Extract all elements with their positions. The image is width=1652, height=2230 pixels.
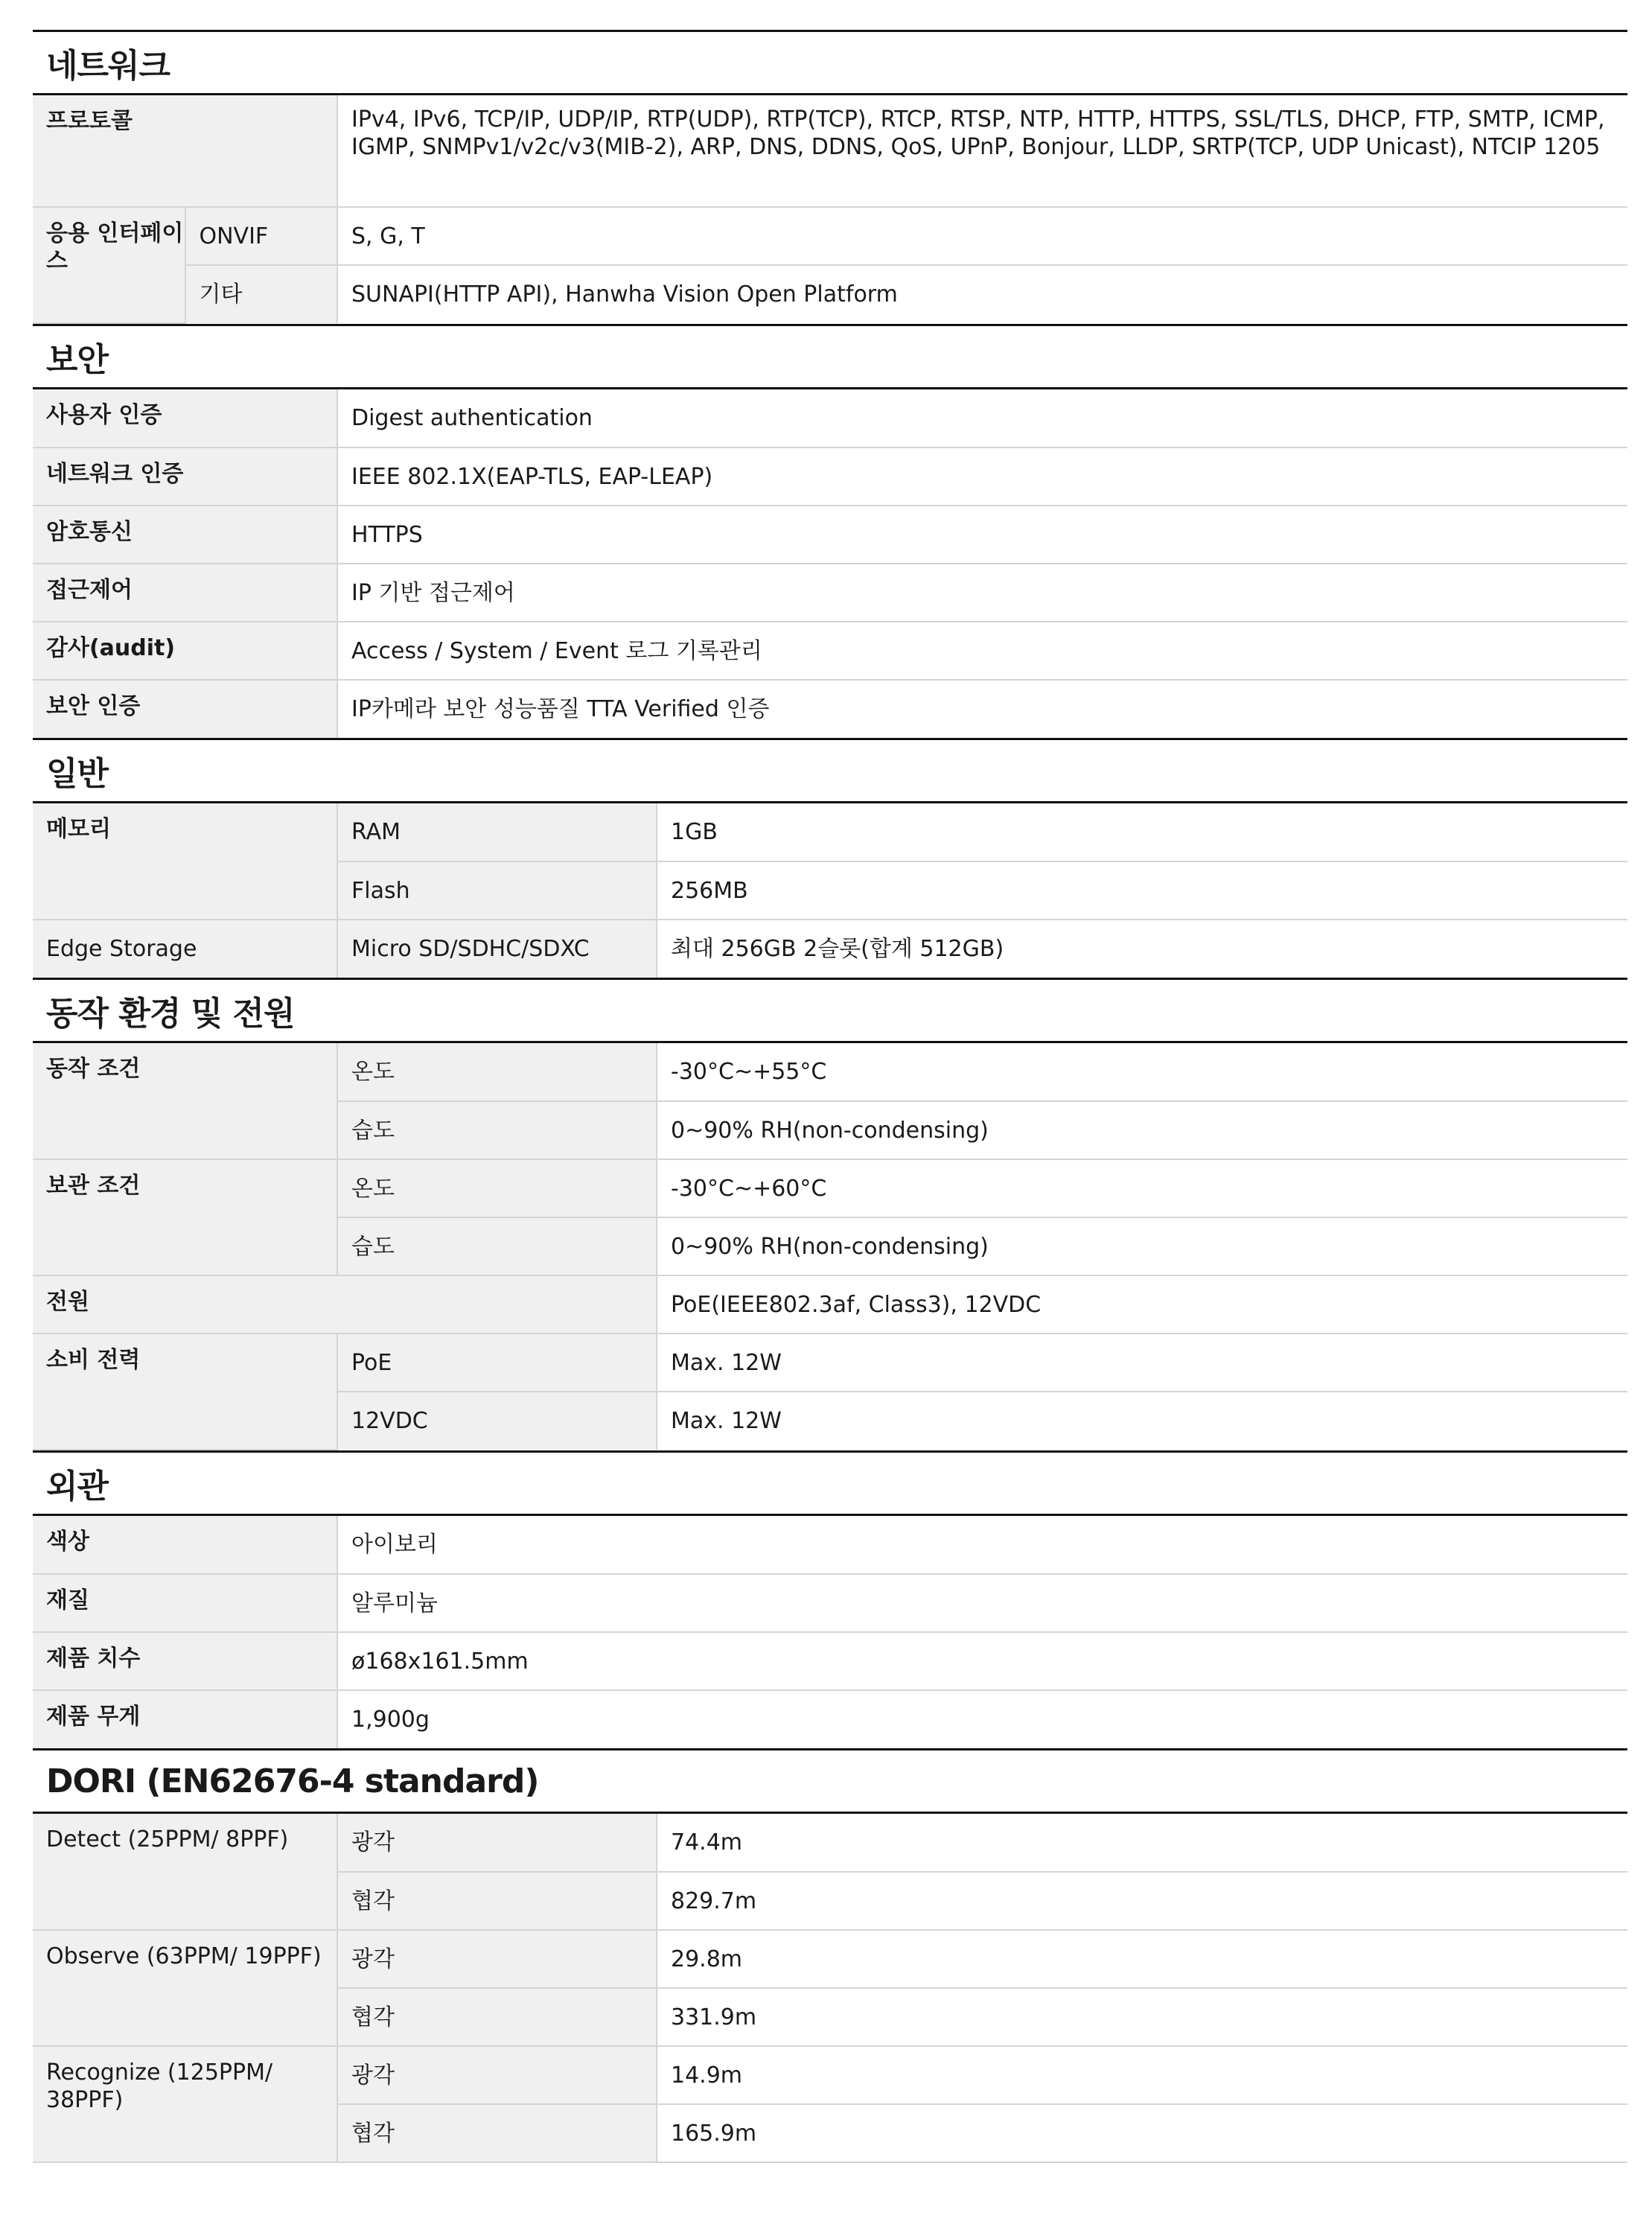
appearance-row-value: ø168x161.5mm xyxy=(337,1632,1627,1690)
recognize-wide-label: 광각 xyxy=(337,2046,657,2104)
detect-tele-value: 829.7m xyxy=(657,1872,1627,1930)
appearance-row-value: 알루미늄 xyxy=(337,1574,1627,1632)
security-row-value: Access / System / Event 로그 기록관리 xyxy=(337,622,1627,680)
detect-wide-value: 74.4m xyxy=(657,1814,1627,1872)
op-humidity-label: 습도 xyxy=(337,1101,657,1159)
st-temp-value: -30°C~+60°C xyxy=(657,1159,1627,1217)
app-interface-label: 응용 인터페이스 xyxy=(33,207,185,323)
security-row-label: 접근제어 xyxy=(33,564,337,622)
onvif-label: ONVIF xyxy=(185,207,338,265)
dc-label: 12VDC xyxy=(337,1392,657,1450)
dc-value: Max. 12W xyxy=(657,1392,1627,1450)
protocol-label: 프로토콜 xyxy=(33,95,337,207)
security-row-label: 보안 인증 xyxy=(33,680,337,738)
security-row-value: IP 기반 접근제어 xyxy=(337,564,1627,622)
security-row-value: HTTPS xyxy=(337,506,1627,564)
consumption-label: 소비 전력 xyxy=(33,1334,337,1450)
etc-value: SUNAPI(HTTP API), Hanwha Vision Open Platform xyxy=(337,265,1627,323)
detect-tele-label: 협각 xyxy=(337,1872,657,1930)
security-row-value: IP카메라 보안 성능품질 TTA Verified 인증 xyxy=(337,680,1627,738)
section-title-security: 보안 xyxy=(33,324,1627,389)
security-row-label: 사용자 인증 xyxy=(33,389,337,447)
dori-table xyxy=(33,1814,1627,2163)
observe-tele-label: 협각 xyxy=(337,1988,657,2046)
observe-label: Observe (63PPM/ 19PPF) xyxy=(33,1930,337,2046)
poe-label: PoE xyxy=(337,1334,657,1392)
security-row-value: IEEE 802.1X(EAP-TLS, EAP-LEAP) xyxy=(337,447,1627,506)
appearance-row-label: 제품 무게 xyxy=(33,1690,337,1748)
onvif-value: S, G, T xyxy=(337,207,1627,265)
flash-label: Flash xyxy=(337,861,657,920)
section-title-environment: 동작 환경 및 전원 xyxy=(33,978,1627,1043)
appearance-row-value: 1,900g xyxy=(337,1690,1627,1748)
security-row-value: Digest authentication xyxy=(337,389,1627,447)
section-title-general: 일반 xyxy=(33,738,1627,803)
general-table xyxy=(33,803,1627,978)
security-row-label: 암호통신 xyxy=(33,506,337,564)
security-row-label: 네트워크 인증 xyxy=(33,447,337,506)
detect-wide-label: 광각 xyxy=(337,1814,657,1872)
network-table xyxy=(33,95,1627,324)
op-humidity-value: 0~90% RH(non-condensing) xyxy=(657,1101,1627,1159)
edge-storage-label: Edge Storage xyxy=(33,920,337,978)
ram-value: 1GB xyxy=(657,803,1627,861)
spec-sheet xyxy=(33,30,1627,2163)
recognize-tele-value: 165.9m xyxy=(657,2104,1627,2162)
edge-storage-sub: Micro SD/SDHC/SDXC xyxy=(337,920,657,978)
flash-value: 256MB xyxy=(657,861,1627,920)
security-row-label: 감사(audit) xyxy=(33,622,337,680)
memory-label: 메모리 xyxy=(33,803,337,920)
st-temp-label: 온도 xyxy=(337,1159,657,1217)
power-value: PoE(IEEE802.3af, Class3), 12VDC xyxy=(657,1275,1627,1334)
appearance-row-label: 색상 xyxy=(33,1516,337,1574)
st-humidity-label: 습도 xyxy=(337,1217,657,1275)
section-title-dori: DORI (EN62676-4 standard) xyxy=(33,1748,1627,1814)
st-humidity-value: 0~90% RH(non-condensing) xyxy=(657,1217,1627,1275)
security-table xyxy=(33,389,1627,738)
recognize-label: Recognize (125PPM/ 38PPF) xyxy=(33,2046,337,2162)
environment-table xyxy=(33,1043,1627,1450)
appearance-table xyxy=(33,1516,1627,1748)
poe-value: Max. 12W xyxy=(657,1334,1627,1392)
storage-condition-label: 보관 조건 xyxy=(33,1159,337,1275)
recognize-tele-label: 협각 xyxy=(337,2104,657,2162)
appearance-row-label: 제품 치수 xyxy=(33,1632,337,1690)
observe-tele-value: 331.9m xyxy=(657,1988,1627,2046)
op-temp-label: 온도 xyxy=(337,1043,657,1101)
recognize-wide-value: 14.9m xyxy=(657,2046,1627,2104)
appearance-row-value: 아이보리 xyxy=(337,1516,1627,1574)
ram-label: RAM xyxy=(337,803,657,861)
section-title-network: 네트워크 xyxy=(33,30,1627,95)
observe-wide-label: 광각 xyxy=(337,1930,657,1988)
power-label: 전원 xyxy=(33,1275,657,1334)
section-title-appearance: 외관 xyxy=(33,1450,1627,1516)
observe-wide-value: 29.8m xyxy=(657,1930,1627,1988)
detect-label: Detect (25PPM/ 8PPF) xyxy=(33,1814,337,1930)
etc-label: 기타 xyxy=(185,265,338,323)
protocol-value: IPv4, IPv6, TCP/IP, UDP/IP, RTP(UDP), RTP(TCP), RTCP, RTSP, NTP, HTTP, HTTPS, SSL/TLS, DHCP, FTP, SMTP, ICMP, IGMP, SNMPv1/v2c/v3(MIB-2), ARP, DNS, DDNS, QoS, UPnP, Bonjour, LLDP, SRTP(TCP, UDP Unicast), NTCIP 1205 xyxy=(337,95,1627,207)
op-temp-value: -30°C~+55°C xyxy=(657,1043,1627,1101)
edge-storage-value: 최대 256GB 2슬롯(합계 512GB) xyxy=(657,920,1627,978)
operating-condition-label: 동작 조건 xyxy=(33,1043,337,1159)
appearance-row-label: 재질 xyxy=(33,1574,337,1632)
